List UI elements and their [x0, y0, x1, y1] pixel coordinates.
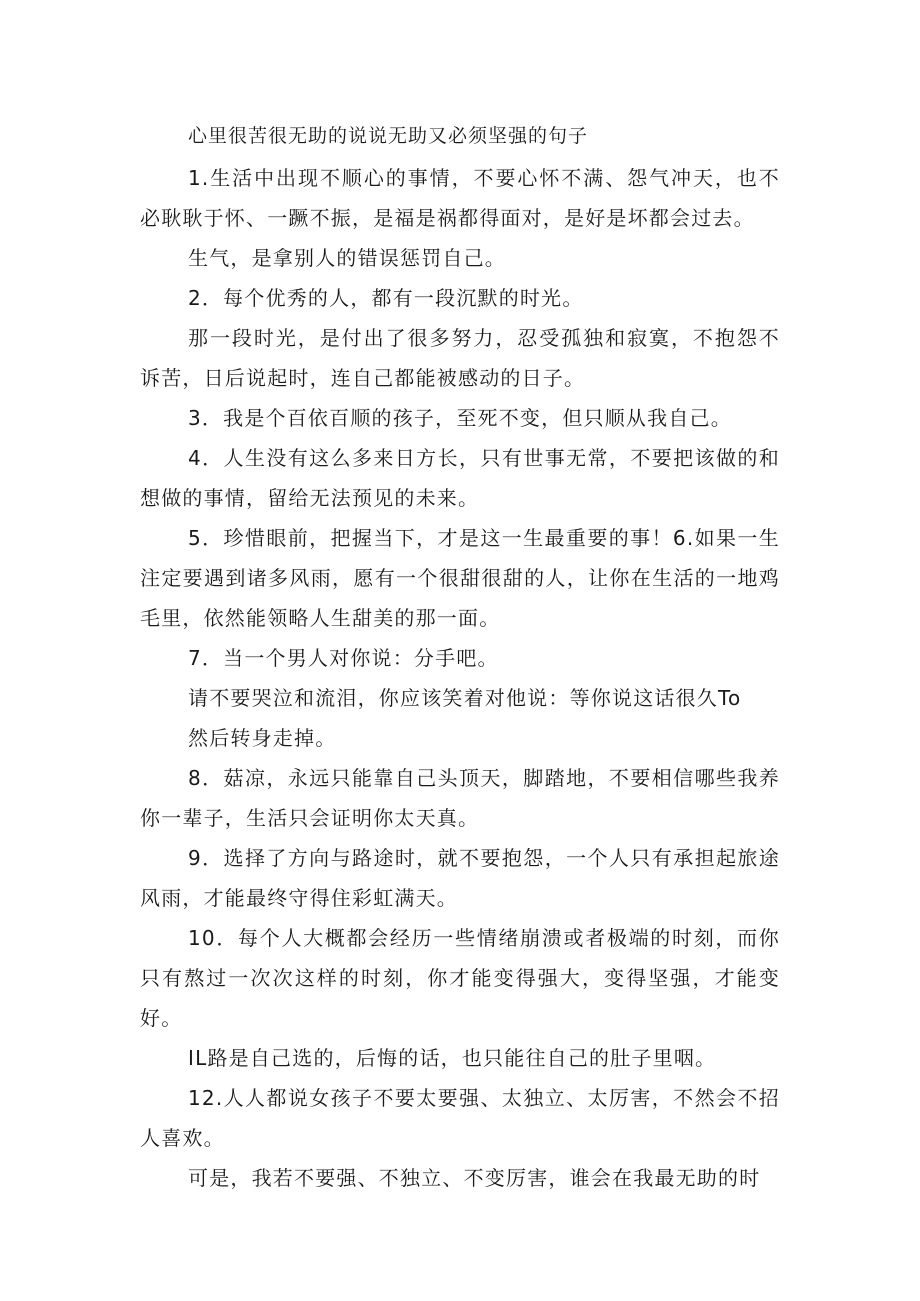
paragraph: 5．珍惜眼前，把握当下，才是这一生最重要的事！6.如果一生注定要遇到诸多风雨，愿有一个很甜很甜的人，让你在生活的一地鸡毛里，依然能领略人生甜美的那一面。 — [140, 526, 780, 630]
paragraph: 可是，我若不要强、不独立、不变厉害，谁会在我最无助的时 — [188, 1166, 761, 1190]
paragraph: 3．我是个百依百顺的孩子，至死不变，但只顺从我自己。 — [188, 406, 732, 430]
paragraph: 那一段时光，是付出了很多努力，忍受孤独和寂寞，不抱怨不诉苦，日后说起时，连自己都能被感动的日子。 — [140, 326, 780, 390]
document-body — [140, 122, 780, 1198]
paragraph: 2．每个优秀的人，都有一段沉默的时光。 — [188, 286, 584, 310]
paragraph: 4．人生没有这么多来日方长，只有世事无常，不要把该做的和想做的事情，留给无法预见的未来。 — [140, 446, 780, 510]
paragraph: 1.生活中出现不顺心的事情，不要心怀不满、怨气冲天，也不必耿耿于怀、一蹶不振，是福是祸都得面对，是好是坏都会过去。 — [140, 166, 780, 230]
paragraph: 10．每个人大概都会经历一些情绪崩溃或者极端的时刻，而你只有熬过一次次这样的时刻，你才能变得强大，变得坚强，才能变好。 — [140, 926, 780, 1030]
paragraph: 生气，是拿别人的错误惩罚自己。 — [188, 246, 506, 270]
document-title: 心里很苦很无助的说说无助又必须坚强的句子 — [188, 125, 589, 147]
paragraph: 然后转身走掉。 — [188, 726, 337, 750]
paragraph: 9．选择了方向与路途时，就不要抱怨，一个人只有承担起旅途风雨，才能最终守得住彩虹满天。 — [140, 846, 780, 910]
paragraph: 7．当一个男人对你说：分手吧。 — [188, 646, 499, 670]
paragraph: 12.人人都说女孩子不要太要强、太独立、太厉害，不然会不招人喜欢。 — [140, 1086, 780, 1150]
paragraph: IL路是自己选的，后悔的话，也只能往自己的肚子里咽。 — [188, 1046, 717, 1070]
paragraph: 8．菇凉，永远只能靠自己头顶天，脚踏地，不要相信哪些我养你一辈子，生活只会证明你太天真。 — [140, 766, 780, 830]
paragraph: 请不要哭泣和流泪，你应该笑着对他说：等你说这话很久To — [188, 686, 742, 710]
